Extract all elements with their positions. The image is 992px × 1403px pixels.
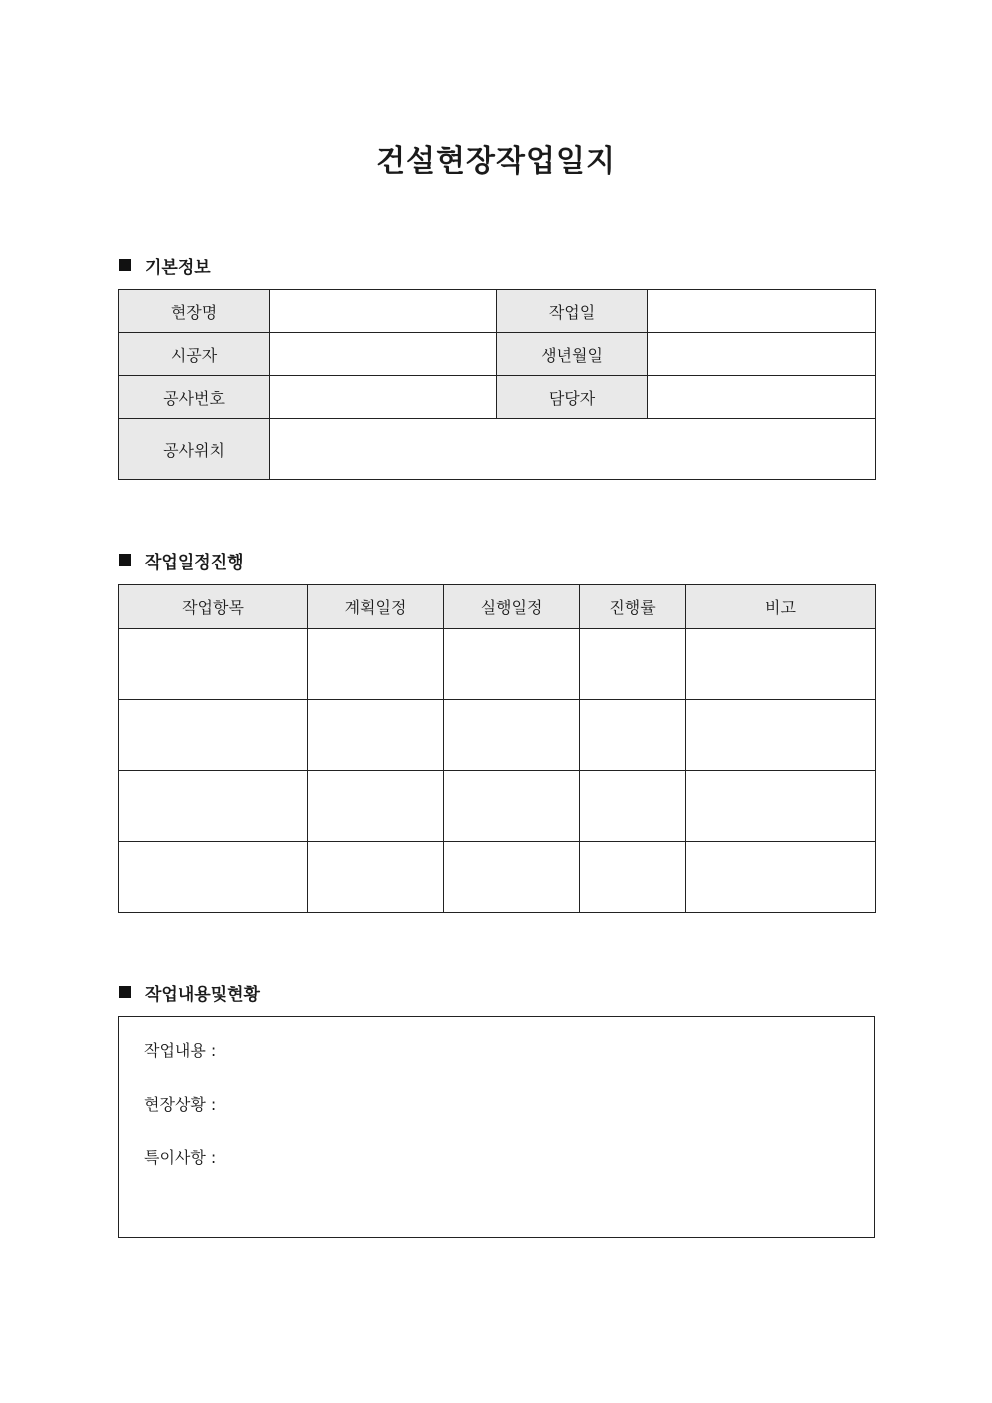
table-cell[interactable] [444, 842, 580, 913]
table-cell[interactable] [444, 700, 580, 771]
contractor-label: 시공자 [119, 333, 270, 376]
birth-date-label: 생년월일 [497, 333, 648, 376]
column-header-remarks: 비고 [686, 585, 876, 629]
contractor-field[interactable] [270, 333, 497, 376]
square-bullet-icon [119, 986, 131, 998]
project-location-label: 공사위치 [119, 419, 270, 480]
column-header-planned-schedule: 계획일정 [308, 585, 444, 629]
table-cell[interactable] [308, 629, 444, 700]
table-cell[interactable] [119, 771, 308, 842]
project-location-field[interactable] [270, 419, 876, 480]
table-cell[interactable] [308, 700, 444, 771]
table-cell[interactable] [686, 700, 876, 771]
section-heading-basic-info [119, 254, 211, 276]
schedule-table [118, 584, 876, 913]
table-row [119, 333, 876, 376]
work-date-label: 작업일 [497, 290, 648, 333]
square-bullet-icon [119, 554, 131, 566]
section-heading-label: 기본정보 [145, 257, 211, 278]
table-header-row [119, 585, 876, 629]
column-header-actual-schedule: 실행일정 [444, 585, 580, 629]
section-heading-label: 작업일정진행 [145, 552, 244, 573]
basic-info-table [118, 289, 876, 480]
site-name-label: 현장명 [119, 290, 270, 333]
table-cell[interactable] [308, 771, 444, 842]
table-cell[interactable] [119, 842, 308, 913]
table-row [119, 376, 876, 419]
table-cell[interactable] [119, 629, 308, 700]
site-name-field[interactable] [270, 290, 497, 333]
project-number-field[interactable] [270, 376, 497, 419]
table-row [119, 629, 876, 700]
birth-date-field[interactable] [648, 333, 876, 376]
table-cell[interactable] [119, 700, 308, 771]
special-notes-label: 특이사항 : [144, 1148, 217, 1167]
table-cell[interactable] [308, 842, 444, 913]
table-row [119, 290, 876, 333]
table-row [119, 771, 876, 842]
table-cell[interactable] [580, 700, 686, 771]
table-row [119, 842, 876, 913]
work-date-field[interactable] [648, 290, 876, 333]
table-cell[interactable] [686, 629, 876, 700]
document-title: 건설현장작업일지 [376, 144, 616, 179]
work-details-label: 작업내용 : [144, 1041, 217, 1060]
section-heading-schedule [119, 549, 244, 571]
work-content-box[interactable] [118, 1016, 875, 1238]
manager-label: 담당자 [497, 376, 648, 419]
table-cell[interactable] [580, 629, 686, 700]
column-header-progress: 진행률 [580, 585, 686, 629]
site-status-label: 현장상황 : [144, 1095, 217, 1114]
table-cell[interactable] [444, 629, 580, 700]
section-heading-label: 작업내용및현황 [145, 984, 260, 1005]
project-number-label: 공사번호 [119, 376, 270, 419]
table-cell[interactable] [686, 842, 876, 913]
table-cell[interactable] [580, 771, 686, 842]
table-cell[interactable] [686, 771, 876, 842]
table-cell[interactable] [580, 842, 686, 913]
table-row [119, 419, 876, 480]
manager-field[interactable] [648, 376, 876, 419]
square-bullet-icon [119, 259, 131, 271]
column-header-work-item: 작업항목 [119, 585, 308, 629]
section-heading-content [119, 981, 260, 1003]
table-row [119, 700, 876, 771]
table-cell[interactable] [444, 771, 580, 842]
